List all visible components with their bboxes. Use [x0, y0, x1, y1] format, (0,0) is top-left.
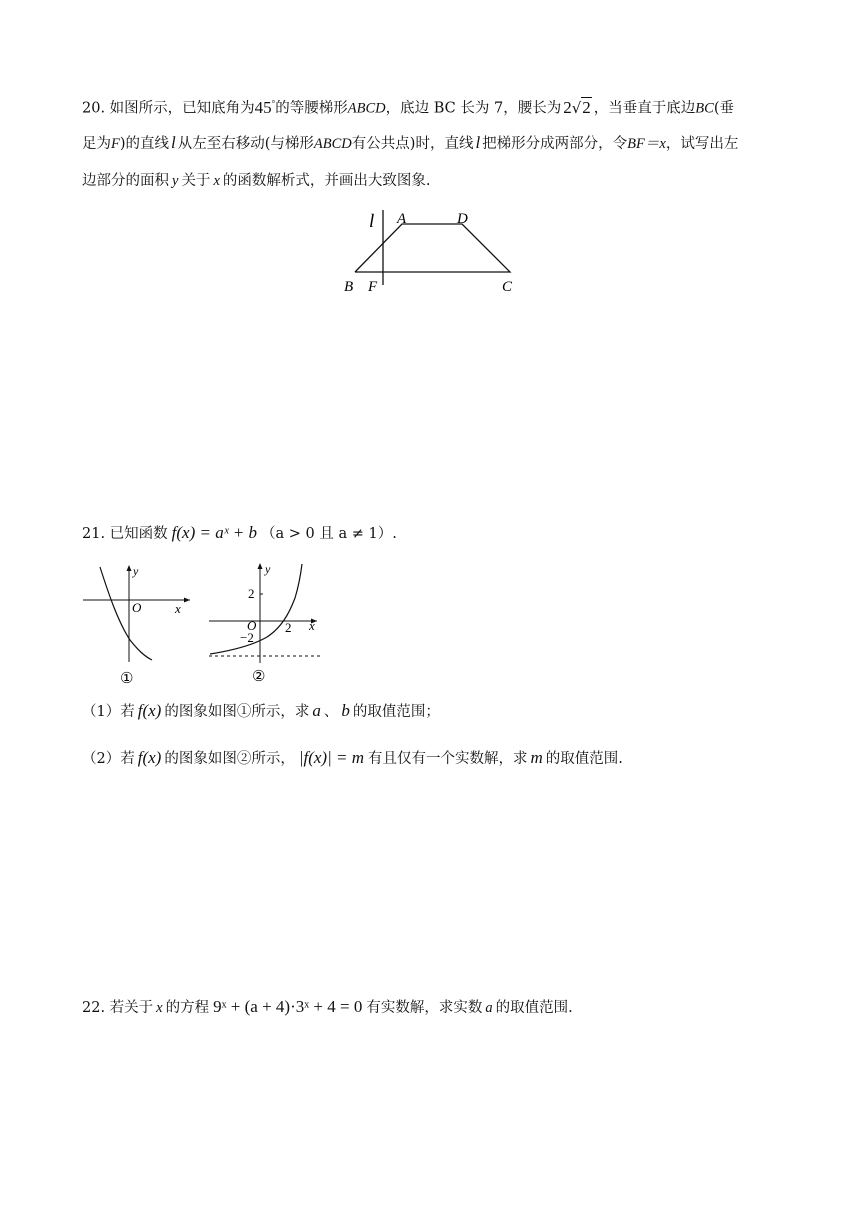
q20-text: 边部分的面积 [82, 173, 169, 189]
q21-part-2 [82, 747, 623, 770]
q20-number: 20. [82, 100, 106, 117]
g2-tick-2-x: 2 [285, 620, 292, 635]
q22-equation: 9ˣ + (a + 4)·3ˣ + 4 = 0 [213, 997, 363, 1016]
g2-x-label: x [309, 618, 315, 633]
q20-text: )的直线 [119, 136, 170, 152]
g2-caption: ② [252, 669, 266, 685]
q20-line-1 [82, 92, 734, 120]
q20-text: 有公共点)时，直线 [351, 136, 474, 152]
var-y: y [172, 173, 179, 189]
q21-part-1 [82, 700, 440, 723]
q20-text: 关于 [181, 173, 211, 189]
part1-label: （1）若 [82, 704, 135, 720]
var-a: a [312, 701, 321, 720]
var-x: x [213, 173, 220, 189]
part2-abs-eq: |f(x)| = m [298, 748, 365, 767]
q20-text: 从左至右移动(与梯形 [177, 136, 314, 152]
q20-text: (垂 [713, 100, 734, 117]
q20-text: 的等腰梯形 [275, 100, 348, 117]
label-l: l [369, 211, 375, 232]
point-f: F [111, 136, 120, 152]
base-bc: BC [695, 100, 714, 117]
g1-caption: ① [120, 671, 134, 687]
angle-45: 45° [254, 97, 276, 117]
var-m: m [530, 748, 543, 767]
var-b: b [341, 701, 350, 720]
q20-text: ，试写出左 [665, 136, 739, 152]
separator: 、 [323, 704, 339, 720]
q22-text: 的方程 [165, 1000, 210, 1016]
label-d: D [457, 211, 468, 227]
q22-text: 若关于 [109, 1000, 154, 1016]
part1-fx: f(x) [137, 701, 162, 720]
part2-text: 的取值范围. [545, 751, 623, 767]
label-c: C [502, 279, 513, 295]
part2-label: （2）若 [82, 751, 135, 767]
q20-text: 把梯形分成两部分，令 [482, 136, 628, 152]
trapezoid-name: ABCD [347, 100, 386, 117]
q22-line-1 [82, 996, 573, 1019]
bf-equals-x: BF＝x [627, 136, 666, 152]
q20-text: ，底边 BC 长为 7，腰长为 [385, 100, 562, 117]
graph-1 [80, 562, 195, 687]
part2-fx: f(x) [137, 748, 162, 767]
q21-condition: （a > 0 且 a ≠ 1）. [261, 526, 397, 542]
q20-line-2 [82, 132, 738, 155]
g2-tick-neg2: −2 [240, 630, 254, 645]
leg-length: 2√2 [563, 97, 591, 117]
part2-text: 有且仅有一个实数解，求 [368, 751, 528, 767]
g2-origin-label: O [247, 618, 257, 633]
part2-text: 的图象如图②所示， [164, 751, 295, 767]
g2-y-label: y [265, 562, 271, 576]
g1-y-label: y [133, 564, 139, 578]
trapezoid-figure [335, 203, 535, 298]
q20-text: 如图所示，已知底角为 [109, 100, 255, 117]
q20-text: 足为 [82, 136, 111, 152]
part1-text: 的取值范围； [352, 704, 440, 720]
g1-x-label: x [175, 601, 181, 616]
q21-function: f(x) = aˣ + b [171, 523, 258, 542]
q20-line-3 [82, 170, 430, 192]
var-a: a [485, 1000, 493, 1016]
g1-origin-label: O [132, 600, 142, 615]
part1-text: 的图象如图①所示，求 [164, 704, 310, 720]
label-a: A [397, 211, 407, 227]
var-x: x [156, 1000, 163, 1016]
q22-text: 的取值范围. [495, 1000, 573, 1016]
trapezoid-name: ABCD [313, 136, 352, 152]
q22-text: 有实数解，求实数 [366, 1000, 483, 1016]
q22-number: 22. [82, 1000, 106, 1016]
q20-text: 的函数解析式，并画出大致图象. [222, 173, 431, 189]
q20-text: ，当垂直于底边 [593, 100, 696, 117]
line-l: l [171, 133, 176, 152]
q21-text: 已知函数 [109, 526, 168, 542]
label-f: F [368, 279, 378, 295]
q21-line-1 [82, 522, 397, 545]
line-l: l [475, 133, 481, 152]
g2-tick-2-y: 2 [248, 586, 255, 601]
q21-number: 21. [82, 526, 106, 542]
label-b: B [344, 279, 354, 295]
graph-2 [205, 560, 330, 688]
